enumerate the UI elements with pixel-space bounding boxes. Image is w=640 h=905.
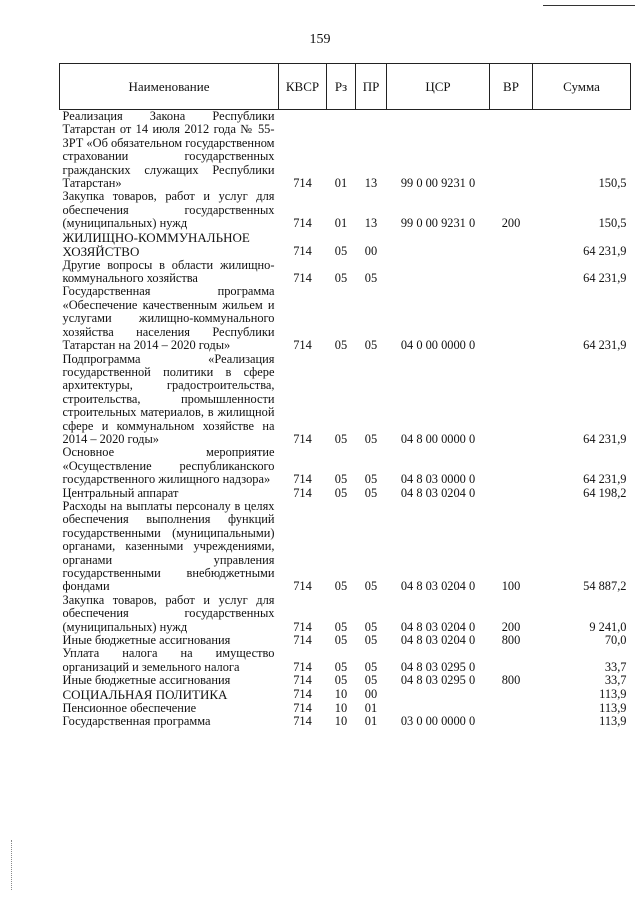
row-sum: 64 231,9 xyxy=(583,244,627,259)
row-pr: 05 xyxy=(364,673,378,688)
table-row xyxy=(60,353,631,447)
row-csr: 04 0 00 0000 0 xyxy=(400,338,476,353)
row-vr xyxy=(490,715,533,728)
row-pr: 05 xyxy=(364,431,378,446)
table-row xyxy=(60,285,631,352)
row-vr xyxy=(490,446,533,486)
row-rz: 05 xyxy=(334,619,348,634)
budget-table xyxy=(59,63,631,728)
row-sum: 113,9 xyxy=(599,700,627,715)
row-csr: 04 8 03 0204 0 xyxy=(400,485,476,500)
row-vr xyxy=(490,647,533,674)
row-csr xyxy=(387,702,490,715)
row-vr xyxy=(490,487,533,500)
table-row xyxy=(60,688,631,702)
row-kvsr: 714 xyxy=(293,431,312,446)
row-pr: 05 xyxy=(364,659,378,674)
row-csr xyxy=(387,231,490,259)
row-sum: 9 241,0 xyxy=(589,619,627,634)
row-csr: 04 8 00 0000 0 xyxy=(400,431,476,446)
row-pr: 01 xyxy=(364,700,378,715)
table-header-row xyxy=(60,64,631,110)
row-vr xyxy=(490,688,533,702)
row-kvsr: 714 xyxy=(293,176,312,191)
table-row xyxy=(60,487,631,500)
row-csr xyxy=(387,259,490,286)
row-rz: 05 xyxy=(334,673,348,688)
row-sum: 54 887,2 xyxy=(583,579,627,594)
row-pr: 05 xyxy=(364,633,378,648)
row-sum: 33,7 xyxy=(604,659,627,674)
row-pr: 00 xyxy=(364,244,378,259)
row-rz: 05 xyxy=(334,271,348,286)
row-name: СОЦИАЛЬНАЯ ПОЛИТИКА xyxy=(62,686,228,702)
row-name: Реализация Закона Республики Татарстан от 14 июля 2012 года № 55-ЗРТ «Об обязательном государственном страховании государственных гражданских служащих Республики Татарстан» xyxy=(62,109,275,191)
row-pr: 00 xyxy=(364,687,378,702)
row-rz: 01 xyxy=(334,176,348,191)
table-body xyxy=(60,110,631,729)
row-sum: 64 231,9 xyxy=(583,472,627,487)
row-pr: 05 xyxy=(364,271,378,286)
table-row xyxy=(60,259,631,286)
row-name: Другие вопросы в области жилищно-коммунального хозяйства xyxy=(62,257,275,286)
row-csr: 99 0 00 9231 0 xyxy=(400,216,476,231)
header-csr: ЦСР xyxy=(387,64,490,110)
table-row xyxy=(60,500,631,594)
row-sum: 113,9 xyxy=(599,714,627,729)
row-pr: 01 xyxy=(364,714,378,729)
row-rz: 05 xyxy=(334,659,348,674)
row-rz: 10 xyxy=(334,714,348,729)
row-csr: 99 0 00 9231 0 xyxy=(400,176,476,191)
row-kvsr: 714 xyxy=(293,659,312,674)
table-row xyxy=(60,634,631,647)
row-kvsr: 714 xyxy=(293,633,312,648)
row-name: Пенсионное обеспечение xyxy=(62,700,197,715)
row-vr: 200 xyxy=(501,216,521,231)
row-sum: 70,0 xyxy=(604,633,627,648)
header-pr: ПР xyxy=(356,64,387,110)
row-rz: 05 xyxy=(334,244,348,259)
row-csr: 04 8 03 0000 0 xyxy=(400,472,476,487)
row-kvsr: 714 xyxy=(293,485,312,500)
row-name: Центральный аппарат xyxy=(62,485,179,500)
top-rule xyxy=(543,5,635,6)
row-kvsr: 714 xyxy=(293,271,312,286)
header-rz: Рз xyxy=(327,64,356,110)
row-vr xyxy=(490,702,533,715)
row-csr: 04 8 03 0295 0 xyxy=(400,659,476,674)
row-pr: 05 xyxy=(364,619,378,634)
row-name: Подпрограмма «Реализация государственной политики в сфере архитектуры, градостроительства, строительства, промышленности строительных материалов, в жилищной сфере и коммунальном хозяйстве на 2014 – 2020 годы» xyxy=(62,351,275,446)
row-sum: 64 198,2 xyxy=(583,485,627,500)
row-name: ЖИЛИЩНО-КОММУНАЛЬНОЕ ХОЗЯЙСТВО xyxy=(62,229,250,259)
row-rz: 05 xyxy=(334,579,348,594)
page-number: 159 xyxy=(309,32,331,47)
row-kvsr: 714 xyxy=(293,244,312,259)
row-csr xyxy=(387,688,490,702)
row-name: Государственная программа xyxy=(62,714,211,729)
row-pr: 13 xyxy=(364,216,378,231)
row-rz: 01 xyxy=(334,216,348,231)
header-sum: Сумма xyxy=(533,64,631,110)
row-name: Уплата налога на имущество организаций и земельного налога xyxy=(62,646,275,674)
row-kvsr: 714 xyxy=(293,714,312,729)
table-row xyxy=(60,715,631,728)
row-vr: 800 xyxy=(501,673,521,688)
row-pr: 05 xyxy=(364,579,378,594)
row-rz: 10 xyxy=(334,700,348,715)
row-sum: 64 231,9 xyxy=(583,271,627,286)
row-pr: 05 xyxy=(364,485,378,500)
row-kvsr: 714 xyxy=(293,216,312,231)
row-kvsr: 714 xyxy=(293,472,312,487)
row-rz: 10 xyxy=(334,687,348,702)
table-row xyxy=(60,594,631,634)
row-pr: 05 xyxy=(364,338,378,353)
row-pr: 13 xyxy=(364,176,378,191)
row-pr: 05 xyxy=(364,472,378,487)
row-vr xyxy=(490,231,533,259)
margin-dotted-line xyxy=(11,840,12,890)
row-kvsr: 714 xyxy=(293,687,312,702)
row-name: Иные бюджетные ассигнования xyxy=(62,673,231,688)
row-rz: 05 xyxy=(334,472,348,487)
row-name: Иные бюджетные ассигнования xyxy=(62,633,231,648)
row-csr: 04 8 03 0204 0 xyxy=(400,579,476,594)
header-name: Наименование xyxy=(60,64,279,110)
row-kvsr: 714 xyxy=(293,338,312,353)
row-name: Закупка товаров, работ и услуг для обеспечения государственных (муниципальных) нужд xyxy=(62,189,275,231)
row-sum: 113,9 xyxy=(599,687,627,702)
row-vr: 200 xyxy=(501,619,521,634)
row-vr xyxy=(490,353,533,447)
row-sum: 64 231,9 xyxy=(583,338,627,353)
row-rz: 05 xyxy=(334,338,348,353)
table-row xyxy=(60,647,631,674)
table-row xyxy=(60,702,631,715)
row-vr xyxy=(490,285,533,352)
table-row xyxy=(60,446,631,486)
row-csr: 03 0 00 0000 0 xyxy=(400,714,476,729)
row-vr: 800 xyxy=(501,633,521,648)
row-sum: 33,7 xyxy=(604,673,627,688)
row-vr xyxy=(490,110,533,191)
row-rz: 05 xyxy=(334,633,348,648)
row-kvsr: 714 xyxy=(293,619,312,634)
row-name: Расходы на выплаты персоналу в целях обеспечения выполнения функций государственными (муниципальными) органами, казенными учреждениями, органами управления государственными внебюджетными фондами xyxy=(62,498,275,594)
row-csr: 04 8 03 0204 0 xyxy=(400,633,476,648)
row-sum: 150,5 xyxy=(598,176,627,191)
row-kvsr: 714 xyxy=(293,700,312,715)
table-row xyxy=(60,231,631,259)
row-kvsr: 714 xyxy=(293,579,312,594)
row-sum: 64 231,9 xyxy=(583,431,627,446)
row-sum: 150,5 xyxy=(598,216,627,231)
row-kvsr: 714 xyxy=(293,673,312,688)
header-vr: ВР xyxy=(490,64,533,110)
row-name: Основное мероприятие «Осуществление республиканского государственного жилищного надзора» xyxy=(62,445,275,487)
row-name: Закупка товаров, работ и услуг для обеспечения государственных (муниципальных) нужд xyxy=(62,592,275,634)
table-row xyxy=(60,674,631,687)
row-vr xyxy=(490,259,533,286)
table-row xyxy=(60,190,631,230)
table-row xyxy=(60,110,631,191)
row-csr: 04 8 03 0295 0 xyxy=(400,673,476,688)
row-rz: 05 xyxy=(334,431,348,446)
row-name: Государственная программа «Обеспечение качественным жильем и услугами жилищно-коммунального хозяйства населения Республики Татарстан на 2014 – 2020 годы» xyxy=(62,284,275,353)
row-rz: 05 xyxy=(334,485,348,500)
header-kvsr: КВСР xyxy=(279,64,327,110)
row-csr: 04 8 03 0204 0 xyxy=(400,619,476,634)
row-vr: 100 xyxy=(501,579,521,594)
